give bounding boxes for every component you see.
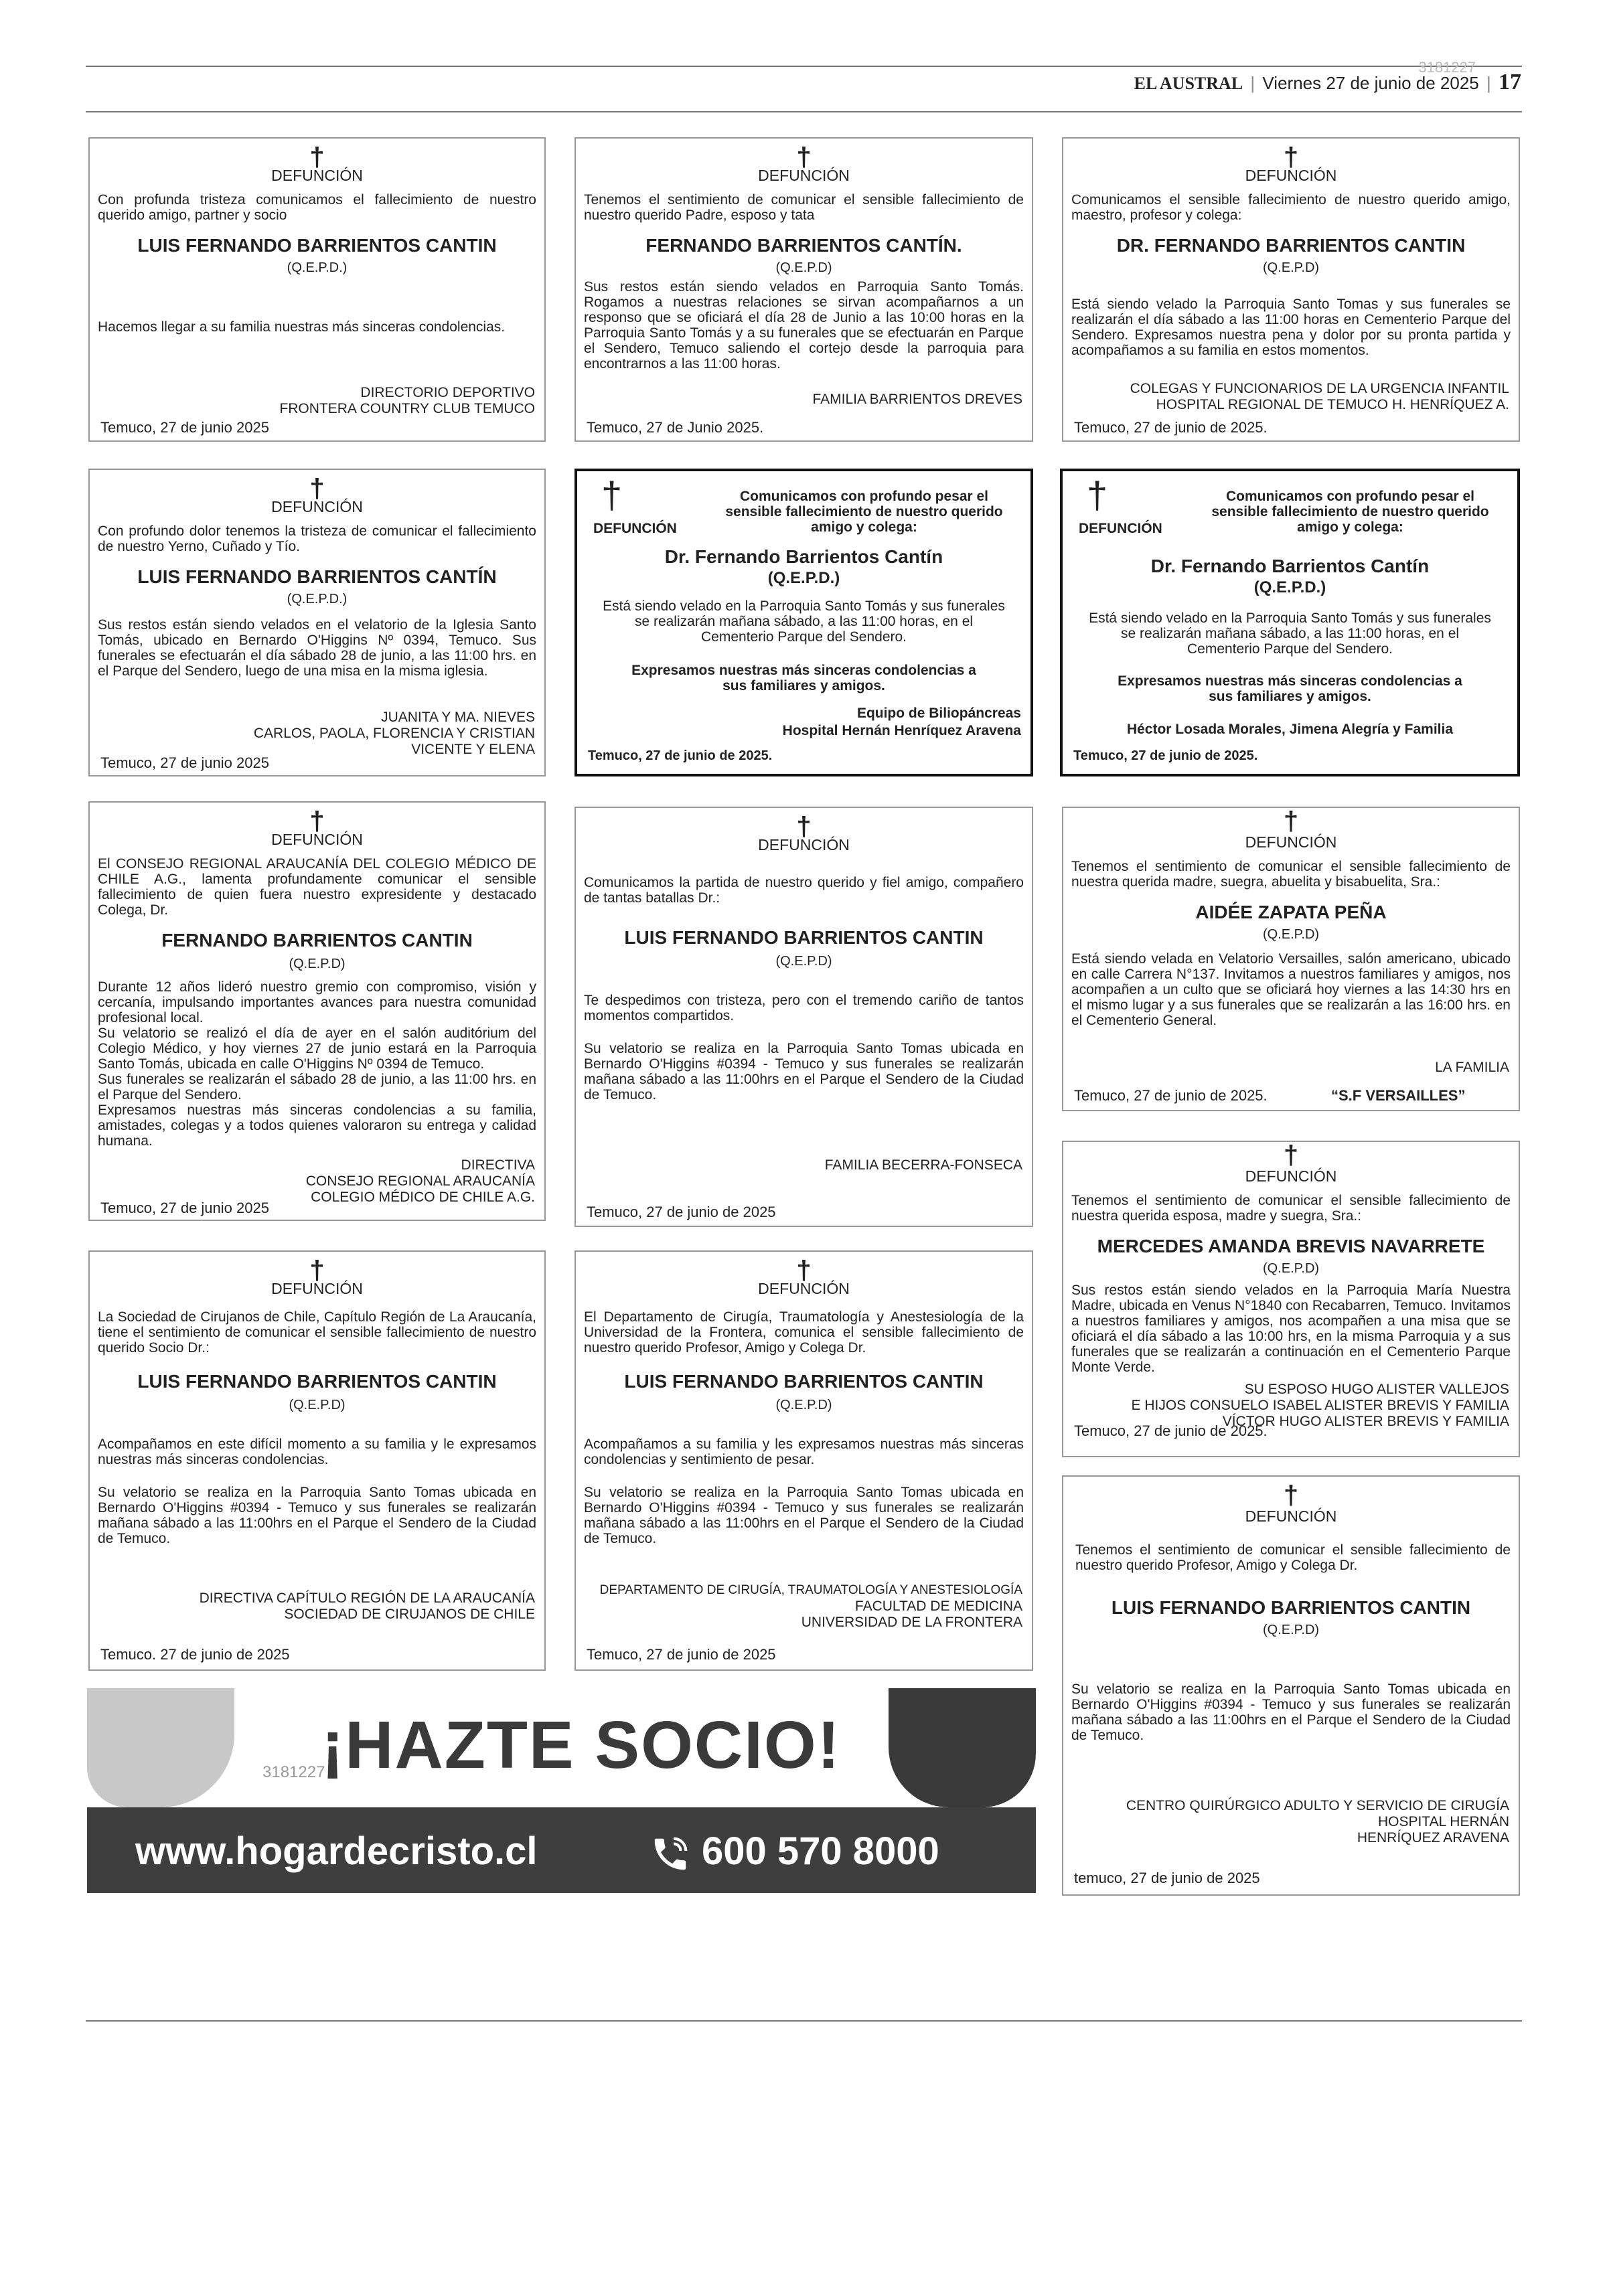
notice-date: Temuco, 27 de junio 2025: [100, 419, 269, 436]
qepd: (Q.E.P.D.): [287, 260, 348, 275]
notice-heading: DEFUNCIÓN: [271, 1280, 363, 1297]
signature: COLEGIO MÉDICO DE CHILE A.G.: [311, 1190, 535, 1205]
qepd: (Q.E.P.D): [1262, 1261, 1320, 1276]
notice-intro: Con profunda tristeza comunicamos el fallecimiento de nuestro querido amigo, partner y socio: [98, 192, 536, 223]
qepd: (Q.E.P.D): [775, 260, 832, 275]
notice-heading: DEFUNCIÓN: [593, 521, 677, 536]
funeral-home: “S.F VERSAILLES”: [1331, 1087, 1466, 1104]
cross-icon: †: [1283, 1481, 1299, 1510]
cross-icon: †: [309, 474, 325, 503]
notice-body: Está siendo velado en la Parroquia Santo Tomás y sus funerales se realizarán mañana sábado, a las 11:00 horas, en el Cementerio Parque del Sendero.: [1089, 610, 1491, 657]
cross-icon: †: [1283, 807, 1299, 836]
signature: HOSPITAL HERNÁN: [1377, 1814, 1509, 1829]
notice-heading: DEFUNCIÓN: [1245, 167, 1337, 184]
notice-date: Temuco, 27 de junio de 2025.: [1074, 419, 1268, 436]
header-rule: [86, 66, 1522, 67]
decorative-shape: [889, 1688, 1036, 1807]
signature: JUANITA Y MA. NIEVES: [381, 710, 535, 725]
signature: Héctor Losada Morales, Jimena Alegría y Familia: [1126, 722, 1454, 737]
notice-body: Te despedimos con tristeza, pero con el tremendo cariño de tantos momentos compartidos.: [584, 993, 1024, 1023]
deceased-name: DR. FERNANDO BARRIENTOS CANTIN: [1116, 235, 1466, 256]
signature: VÍCTOR HUGO ALISTER BREVIS Y FAMILIA: [1222, 1414, 1509, 1429]
notice-intro: Con profundo dolor tenemos la tristeza de comunicar el fallecimiento de nuestro Yerno, Cuñado y Tío.: [98, 523, 536, 554]
cross-icon: †: [309, 807, 325, 836]
obituary-notice: [1062, 1141, 1520, 1457]
signature: FAMILIA BARRIENTOS DREVES: [812, 392, 1022, 407]
signature: CARLOS, PAOLA, FLORENCIA Y CRISTIAN: [253, 726, 535, 741]
notice-heading: DEFUNCIÓN: [271, 167, 363, 184]
qepd: (Q.E.P.D): [289, 1398, 346, 1412]
qepd: (Q.E.P.D.): [767, 569, 840, 587]
banner-title: ¡HAZTE SOCIO!: [321, 1708, 841, 1783]
deceased-name: FERNANDO BARRIENTOS CANTIN: [161, 930, 473, 951]
notice-body: Hacemos llegar a su familia nuestras más sinceras condolencias.: [98, 319, 506, 335]
notice-date: Temuco, 27 de junio de 2025.: [1074, 1422, 1268, 1439]
cross-icon: †: [796, 1256, 812, 1285]
notice-intro: El Departamento de Cirugía, Traumatología y Anestesiología de la Universidad de la Frontera, comunica el sensible fallecimiento de nuestro querido Profesor, Amigo y Colega Dr.: [584, 1309, 1024, 1356]
qepd: (Q.E.P.D): [775, 954, 832, 969]
signature: Hospital Hernán Henríquez Aravena: [782, 723, 1021, 738]
notice-heading: DEFUNCIÓN: [1245, 1507, 1337, 1525]
notice-intro: Comunicamos con profundo pesar el sensible fallecimiento de nuestro querido amigo y colega:: [1211, 489, 1489, 535]
signature: FAMILIA BECERRA-FONSECA: [824, 1157, 1022, 1173]
notice-body: Sus restos están siendo velados en la Parroquia María Nuestra Madre, ubicada en Venus N°1840 con Recabarren, Temuco. Invitamos a nuestros familiares y amigos, nos acompañen a una misa que se oficiará el día sábado a las 10:00 hrs, en la misma Parroquia y a sus funerales que se realizarán a continuación en el Cementerio Parque Monte Verde.: [1071, 1283, 1511, 1375]
signature: FACULTAD DE MEDICINA: [854, 1598, 1022, 1614]
notice-body: Su velatorio se realiza en la Parroquia Santo Tomas ubicada en Bernardo O'Higgins #0394 - Temuco y sus funerales se realizarán mañana sábado a las 11:00hrs en el Parque el Sendero de la Ciudad de Temuco.: [584, 1485, 1024, 1546]
notice-date: Temuco, 27 de junio de 2025: [587, 1204, 776, 1220]
signature: DIRECTIVA CAPÍTULO REGIÓN DE LA ARAUCANÍA: [199, 1590, 535, 1606]
obituary-notice: [88, 1250, 546, 1671]
cross-icon: †: [796, 812, 812, 841]
signature: COLEGAS Y FUNCIONARIOS DE LA URGENCIA INFANTIL: [1130, 381, 1509, 396]
notice-heading: DEFUNCIÓN: [1079, 521, 1162, 536]
signature: SOCIEDAD DE CIRUJANOS DE CHILE: [284, 1607, 535, 1622]
notice-heading: DEFUNCIÓN: [271, 831, 363, 848]
signature: VICENTE Y ELENA: [411, 742, 535, 757]
folio: EL AUSTRAL | Viernes 27 de junio de 2025 | 17: [1134, 70, 1521, 94]
notice-body: Sus restos están siendo velados en Parroquia Santo Tomás. Rogamos a nuestras relaciones se sirvan acompañarnos a un responso que se oficiará el día 28 de Junio a las 10:00 horas en la Parroquia Santo Tomás y a su funerales que se efectuarán en Parque el Sendero, Temuco saliendo el cortejo desde la parroquia para encontrarnos a las 11:00 horas.: [584, 279, 1024, 372]
deceased-name: LUIS FERNANDO BARRIENTOS CANTÍN: [137, 566, 497, 587]
cross-icon: †: [309, 143, 325, 172]
cross-icon: †: [1283, 1141, 1299, 1170]
notice-heading: DEFUNCIÓN: [758, 167, 850, 184]
obituary-notice: [1062, 137, 1520, 442]
cross-icon: †: [601, 474, 623, 516]
notice-body: Acompañamos en este difícil momento a su familia y le expresamos nuestras más sinceras condolencias.: [98, 1437, 536, 1467]
hogar-de-cristo-banner[interactable]: [87, 1688, 1036, 1893]
qepd: (Q.E.P.D.): [1253, 578, 1326, 596]
obituary-notice: [575, 1250, 1033, 1671]
cross-icon: †: [1087, 474, 1108, 516]
paper-name: EL AUSTRAL: [1134, 74, 1243, 93]
decorative-shape: [87, 1688, 234, 1807]
obituary-notice: [1062, 1475, 1520, 1896]
notice-date: Temuco, 27 de junio de 2025.: [1074, 1087, 1268, 1104]
obituary-notice: [88, 801, 546, 1221]
notice-body: Acompañamos a su familia y les expresamos nuestras más sinceras condolencias y sentimiento de pesar.: [584, 1437, 1024, 1467]
deceased-name: LUIS FERNANDO BARRIENTOS CANTIN: [137, 1371, 497, 1392]
notice-intro: Tenemos el sentimiento de comunicar el sensible fallecimiento de nuestra querida esposa, madre y suegra, Sra.:: [1071, 1193, 1511, 1224]
notice-heading: DEFUNCIÓN: [1245, 1167, 1337, 1185]
notice-intro: Comunicamos la partida de nuestro querido y fiel amigo, compañero de tantas batallas Dr.:: [584, 875, 1024, 906]
deceased-name: Dr. Fernando Barrientos Cantín: [664, 546, 943, 567]
cross-icon: †: [309, 1256, 325, 1285]
notice-heading: DEFUNCIÓN: [758, 1280, 850, 1297]
signature: FRONTERA COUNTRY CLUB TEMUCO: [279, 401, 535, 416]
notice-heading: DEFUNCIÓN: [1245, 833, 1337, 851]
banner-phone[interactable]: [649, 1829, 939, 1875]
notice-heading: DEFUNCIÓN: [271, 498, 363, 515]
qepd: (Q.E.P.D): [1262, 260, 1320, 275]
cross-icon: †: [1283, 143, 1299, 172]
notice-body: Sus restos están siendo velados en el velatorio de la Iglesia Santo Tomás, ubicado en Bernardo O'Higgins Nº 0394, Temuco. Sus funerales se efectuarán el día sábado 28 de junio, a las 11:00 hrs. en el Parque del Sendero, luego de una misa en la misma iglesia.: [98, 617, 536, 679]
notice-body: Está siendo velada en Velatorio Versailles, salón americano, ubicado en calle Carrera N°137. Invitamos a nuestros familiares y amigos, nos acompañen a un culto que se oficiará hoy viernes a las 14:30 hrs en el mismo lugar y a sus funerales que se realizarán a las 16:00 hrs. en el Cementerio General.: [1071, 951, 1511, 1028]
header-rule-bottom: [86, 111, 1522, 112]
header-code: 3181227: [1418, 59, 1476, 76]
page-number: 17: [1499, 70, 1521, 94]
deceased-name: LUIS FERNANDO BARRIENTOS CANTIN: [624, 927, 984, 948]
notice-date: Temuco, 27 de junio 2025: [100, 754, 269, 771]
signature: SU ESPOSO HUGO ALISTER VALLEJOS: [1244, 1382, 1509, 1397]
notice-body: Expresamos nuestras más sinceras condolencias a sus familiares y amigos.: [1118, 673, 1462, 704]
issue-date: Viernes 27 de junio de 2025: [1262, 73, 1479, 93]
notice-intro: Comunicamos el sensible fallecimiento de nuestro querido amigo, maestro, profesor y colega:: [1071, 192, 1511, 223]
signature: CONSEJO REGIONAL ARAUCANÍA: [305, 1173, 535, 1189]
phone-number: 600 570 8000: [702, 1829, 939, 1873]
deceased-name: LUIS FERNANDO BARRIENTOS CANTIN: [624, 1371, 984, 1392]
notice-date: Temuco, 27 de junio de 2025.: [588, 748, 773, 763]
notice-body: Su velatorio se realiza en la Parroquia Santo Tomas ubicada en Bernardo O'Higgins #0394 - Temuco y sus funerales se realizarán mañana sábado a las 11:00hrs en el Parque el Sendero de la Ciudad de Temuco.: [584, 1041, 1024, 1102]
notice-date: Temuco, 27 de junio 2025: [100, 1200, 269, 1216]
obituary-notice: [575, 807, 1033, 1227]
qepd: (Q.E.P.D): [1262, 927, 1320, 942]
notice-body: Su velatorio se realiza en la Parroquia Santo Tomas ubicada en Bernardo O'Higgins #0394 - Temuco y sus funerales se realizarán mañana sábado a las 11:00hrs en el Parque el Sendero de la Ciudad de Temuco.: [98, 1485, 536, 1546]
notice-body: Expresamos nuestras más sinceras condolencias a sus familiares y amigos.: [631, 663, 976, 693]
obituary-notice: [575, 469, 1033, 776]
notice-date: Temuco. 27 de junio de 2025: [100, 1646, 290, 1663]
qepd: (Q.E.P.D): [775, 1398, 832, 1412]
signature: HOSPITAL REGIONAL DE TEMUCO H. HENRÍQUEZ A.: [1156, 397, 1509, 412]
cross-icon: †: [796, 143, 812, 172]
deceased-name: MERCEDES AMANDA BREVIS NAVARRETE: [1097, 1236, 1485, 1256]
notice-intro: Comunicamos con profundo pesar el sensible fallecimiento de nuestro querido amigo y colega:: [725, 489, 1003, 535]
signature: HENRÍQUEZ ARAVENA: [1357, 1830, 1509, 1846]
signature: DEPARTAMENTO DE CIRUGÍA, TRAUMATOLOGÍA Y ANESTESIOLOGÍA: [599, 1583, 1022, 1597]
footer-rule: [86, 2020, 1522, 2022]
signature: Equipo de Biliopáncreas: [856, 706, 1021, 721]
notice-intro: Tenemos el sentimiento de comunicar el sensible fallecimiento de nuestro querido Padre, esposo y tata: [584, 192, 1024, 223]
obituary-notice: [575, 137, 1033, 442]
signature: DIRECTIVA: [461, 1157, 535, 1173]
obituary-notice: [1062, 807, 1520, 1111]
signature: LA FAMILIA: [1435, 1060, 1509, 1075]
obituary-notice: [88, 469, 546, 776]
notice-body: Durante 12 años lideró nuestro gremio con compromiso, visión y cercanía, impulsando importantes avances para nuestra comunidad profesional local. Su velatorio se realizó el día de ayer en el salón auditórium del Colegio Médico, y hoy viernes 27 de junio estará en la Parroquia Santo Tomás, ubicada en calle O'Higgins Nº 0394 de Temuco. Sus funerales se realizarán el sábado 28 de junio, a las 11:00 hrs. en el Parque del Sendero. Expresamos nuestras más sinceras condolencias a su familia, amistades, colegas y a todos quienes valoraron su entrega y calidad humana.: [98, 979, 536, 1149]
qepd: (Q.E.P.D): [289, 957, 346, 971]
signature: UNIVERSIDAD DE LA FRONTERA: [801, 1615, 1022, 1630]
signature: CENTRO QUIRÚRGICO ADULTO Y SERVICIO DE CIRUGÍA: [1126, 1798, 1509, 1813]
notice-body: Su velatorio se realiza en la Parroquia Santo Tomas ubicada en Bernardo O'Higgins #0394 - Temuco y sus funerales se realizarán mañana sábado a las 11:00hrs en el Parque el Sendero de la Ciudad de Temuco.: [1071, 1682, 1511, 1743]
deceased-name: FERNANDO BARRIENTOS CANTÍN.: [645, 235, 962, 256]
notice-heading: DEFUNCIÓN: [758, 836, 850, 853]
notice-intro: El CONSEJO REGIONAL ARAUCANÍA DEL COLEGIO MÉDICO DE CHILE A.G., lamenta profundamente comunicar el sensible fallecimiento de quien fuera nuestro expresidente y destacado Colega, Dr.: [98, 856, 536, 918]
banner-code: 3181227: [262, 1763, 325, 1781]
notice-date: Temuco, 27 de junio de 2025: [587, 1646, 776, 1663]
notice-body: Está siendo velado la Parroquia Santo Tomas y sus funerales se realizarán el día sábado a las 11:00 horas en Cementerio Parque del Sendero. Expresamos nuestra pena y dolor por su pronta partida y acompañamos a su familia en estos momentos.: [1071, 297, 1511, 358]
signature: DIRECTORIO DEPORTIVO: [360, 385, 535, 400]
deceased-name: LUIS FERNANDO BARRIENTOS CANTIN: [137, 235, 497, 256]
notice-body: Está siendo velado en la Parroquia Santo Tomás y sus funerales se realizarán mañana sábado, a las 11:00 horas, en el Cementerio Parque del Sendero.: [603, 598, 1005, 645]
obituary-notice: [1060, 469, 1520, 776]
notice-date: temuco, 27 de junio de 2025: [1074, 1870, 1260, 1886]
deceased-name: Dr. Fernando Barrientos Cantín: [1150, 556, 1430, 576]
notice-intro: Tenemos el sentimiento de comunicar el sensible fallecimiento de nuestra querida madre, suegra, abuelita y bisabuelita, Sra.:: [1071, 859, 1511, 890]
qepd: (Q.E.P.D): [1262, 1623, 1320, 1637]
qepd: (Q.E.P.D.): [287, 592, 348, 606]
signature: E HIJOS CONSUELO ISABEL ALISTER BREVIS Y FAMILIA: [1131, 1398, 1509, 1413]
notice-intro: La Sociedad de Cirujanos de Chile, Capítulo Región de La Araucanía, tiene el sentimiento de comunicar el sensible fallecimiento de nuestro querido Socio Dr.:: [98, 1309, 536, 1356]
notice-date: Temuco, 27 de junio de 2025.: [1073, 748, 1258, 763]
banner-url[interactable]: www.hogardecristo.cl: [135, 1829, 538, 1873]
notice-intro: Tenemos el sentimiento de comunicar el sensible fallecimiento de nuestro querido Profesor, Amigo y Colega Dr.: [1075, 1542, 1511, 1573]
obituary-notice: [88, 137, 546, 442]
deceased-name: LUIS FERNANDO BARRIENTOS CANTIN: [1111, 1597, 1471, 1618]
deceased-name: AIDÉE ZAPATA PEÑA: [1195, 902, 1387, 922]
phone-icon: [649, 1833, 691, 1875]
notice-date: Temuco, 27 de Junio 2025.: [587, 419, 764, 436]
